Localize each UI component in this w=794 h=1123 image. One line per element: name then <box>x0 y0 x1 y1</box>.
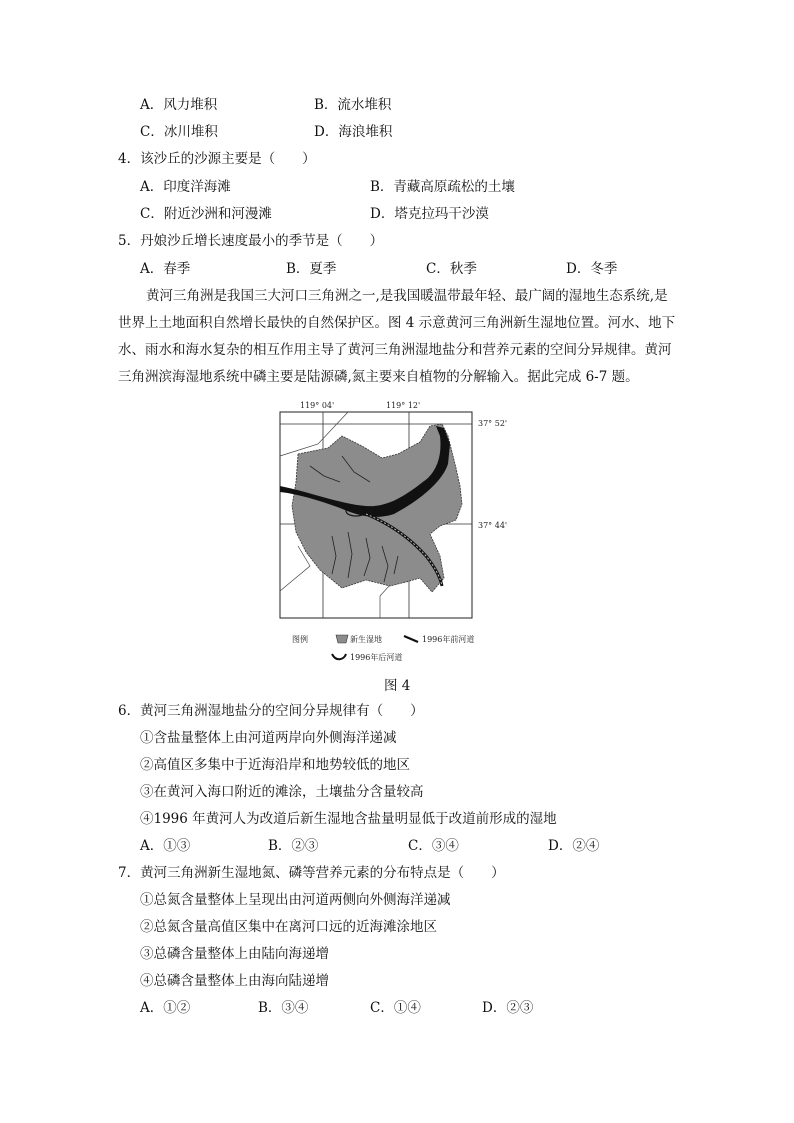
legend-new-river-swatch <box>332 654 346 659</box>
q3-option-c: C．冰川堆积 <box>140 124 218 140</box>
legend-wetland-label: 新生湿地 <box>350 635 382 644</box>
q6-statement-4: ④1996 年黄河人为改道后新生湿地含盐量明显低于改道前形成的湿地 <box>140 811 557 827</box>
legend-label: 图例 <box>292 635 308 644</box>
q4-option-d: D．塔克拉玛干沙漠 <box>370 206 489 222</box>
q6-option-c: C．③④ <box>408 838 459 854</box>
q3-option-a: A．风力堆积 <box>140 97 218 113</box>
q6-statement-1: ①含盐量整体上由河道两岸向外侧海洋递减 <box>140 730 397 746</box>
q7-statement-1: ①总氮含量整体上呈现出由河道两侧向外侧海洋递减 <box>140 892 451 908</box>
q6-option-a: A．①③ <box>140 838 191 854</box>
legend-wetland-swatch <box>336 635 348 643</box>
figure-4-map <box>270 396 520 668</box>
q4-stem: 4．该沙丘的沙源主要是（ ） <box>118 151 316 167</box>
q5-option-c: C．秋季 <box>426 261 477 277</box>
legend-old-river-label: 1996年前河道 <box>422 635 475 644</box>
passage-text: 黄河三角洲是我国三大河口三角洲之一,是我国暖温带最年轻、最广阔的湿地生态系统,是世界上土地面积自然增长最快的自然保护区。图 4 示意黄河三角洲新生湿地位置。河水、地下水、雨水和海水复杂的相互作用主导了黄河三角洲湿地盐分和营养元素的空间分异规律。黄河三角洲滨海湿地系统中磷主要是陆源磷,氮主要来自植物的分解输入。据此完成 6-7 题。 <box>118 288 676 385</box>
q5-stem: 5．丹娘沙丘增长速度最小的季节是（ ） <box>118 233 384 249</box>
figure-caption: 图 4 <box>384 678 411 694</box>
q4-option-a: A．印度洋海滩 <box>140 179 231 195</box>
q7-option-a: A．①② <box>140 1000 191 1016</box>
q5-option-b: B．夏季 <box>286 261 337 277</box>
q6-statement-3: ③在黄河入海口附近的滩涂，土壤盐分含量较高 <box>140 784 424 800</box>
lat-label-1: 37° 52' <box>478 419 508 428</box>
q7-option-b: B．③④ <box>258 1000 309 1016</box>
q4-option-c: C．附近沙洲和河漫滩 <box>140 206 272 222</box>
q7-statement-3: ③总磷含量整体上由陆向海递增 <box>140 946 329 962</box>
q5-option-d: D．冬季 <box>566 261 618 277</box>
lon-label-2: 119° 12' <box>386 401 421 410</box>
passage <box>118 283 678 391</box>
q3-option-b: B．流水堆积 <box>314 97 392 113</box>
lat-label-2: 37° 44' <box>478 521 508 530</box>
q7-statement-2: ②总氮含量高值区集中在离河口远的近海滩涂地区 <box>140 919 437 935</box>
q6-option-d: D．②④ <box>548 838 600 854</box>
q5-option-a: A．春季 <box>140 261 191 277</box>
q7-option-d: D．②③ <box>482 1000 534 1016</box>
q6-stem: 6．黄河三角洲湿地盐分的空间分异规律有（ ） <box>118 703 424 719</box>
legend-old-river-swatch <box>404 636 418 642</box>
q6-statement-2: ②高值区多集中于近海沿岸和地势较低的地区 <box>140 757 410 773</box>
q3-option-d: D．海浪堆积 <box>314 124 393 140</box>
q7-option-c: C．①④ <box>370 1000 421 1016</box>
legend-new-river-label: 1996年后河道 <box>350 653 403 662</box>
q7-statement-4: ④总磷含量整体上由海向陆递增 <box>140 973 329 989</box>
q7-stem: 7．黄河三角洲新生湿地氮、磷等营养元素的分布特点是（ ） <box>118 865 505 881</box>
q6-option-b: B．②③ <box>268 838 319 854</box>
q4-option-b: B．青藏高原疏松的土壤 <box>370 179 515 195</box>
lon-label-1: 119° 04' <box>300 401 335 410</box>
